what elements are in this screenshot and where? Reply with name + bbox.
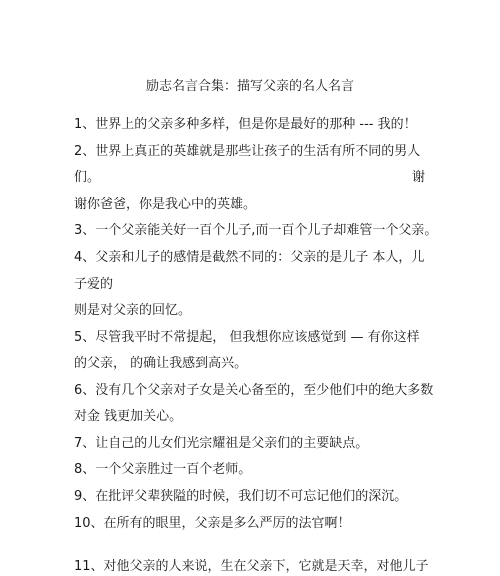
quote-5-part-2: 的父亲， 的确让我感到高兴。 [74,356,248,371]
quote-5-part-1: 5、尽管我平时不常提起， 但我想你应该感觉到 — 有你这样 [74,330,420,345]
quote-4-part-2: 子爱的 [74,277,114,292]
quote-4-part-1: 4、父亲和儿子的感情是截然不同的：父亲的是儿子 本人，儿 [74,250,425,265]
quote-2-part-3: 谢 [411,170,425,185]
quote-6-part-2: 对金 钱更加关心。 [74,409,183,424]
quote-11-partial: 11、对他父亲的人来说，生在父亲下，它就是天幸，对他儿子 [74,559,429,574]
quote-1: 1、世界上的父亲多种多样，但是你是最好的那种 --- 我的！ [74,117,417,132]
quote-2-part-4: 谢你爸爸，你是我心中的英雄。 [74,197,257,212]
quote-7: 7、让自己的儿女们光宗耀祖是父亲们的主要缺点。 [74,436,369,451]
quote-8: 8、一个父亲胜过一百个老师。 [74,462,252,477]
quote-6-part-1: 6、没有几个父亲对子女是关心备至的，至少他们中的绝大多数 [74,383,434,398]
quote-9: 9、在批评父辈狭隘的时候，我们切不可忘记他们的深沉。 [74,489,408,504]
quote-3: 3、一个父亲能关好一百个儿子,而一百个儿子却难管一个父亲。 [74,223,438,238]
document-title: 励志名言合集：描写父亲的名人名言 [145,79,354,94]
quote-2-part-1: 2、世界上真正的英雄就是那些让孩子的生活有所不同的男人 [74,144,421,159]
quote-2-part-2: 们。 [74,170,101,185]
quote-10: 10、在所有的眼里，父亲是多么严厉的法官啊！ [74,516,351,531]
quote-4-part-3: 则是对父亲的回忆。 [74,303,192,318]
